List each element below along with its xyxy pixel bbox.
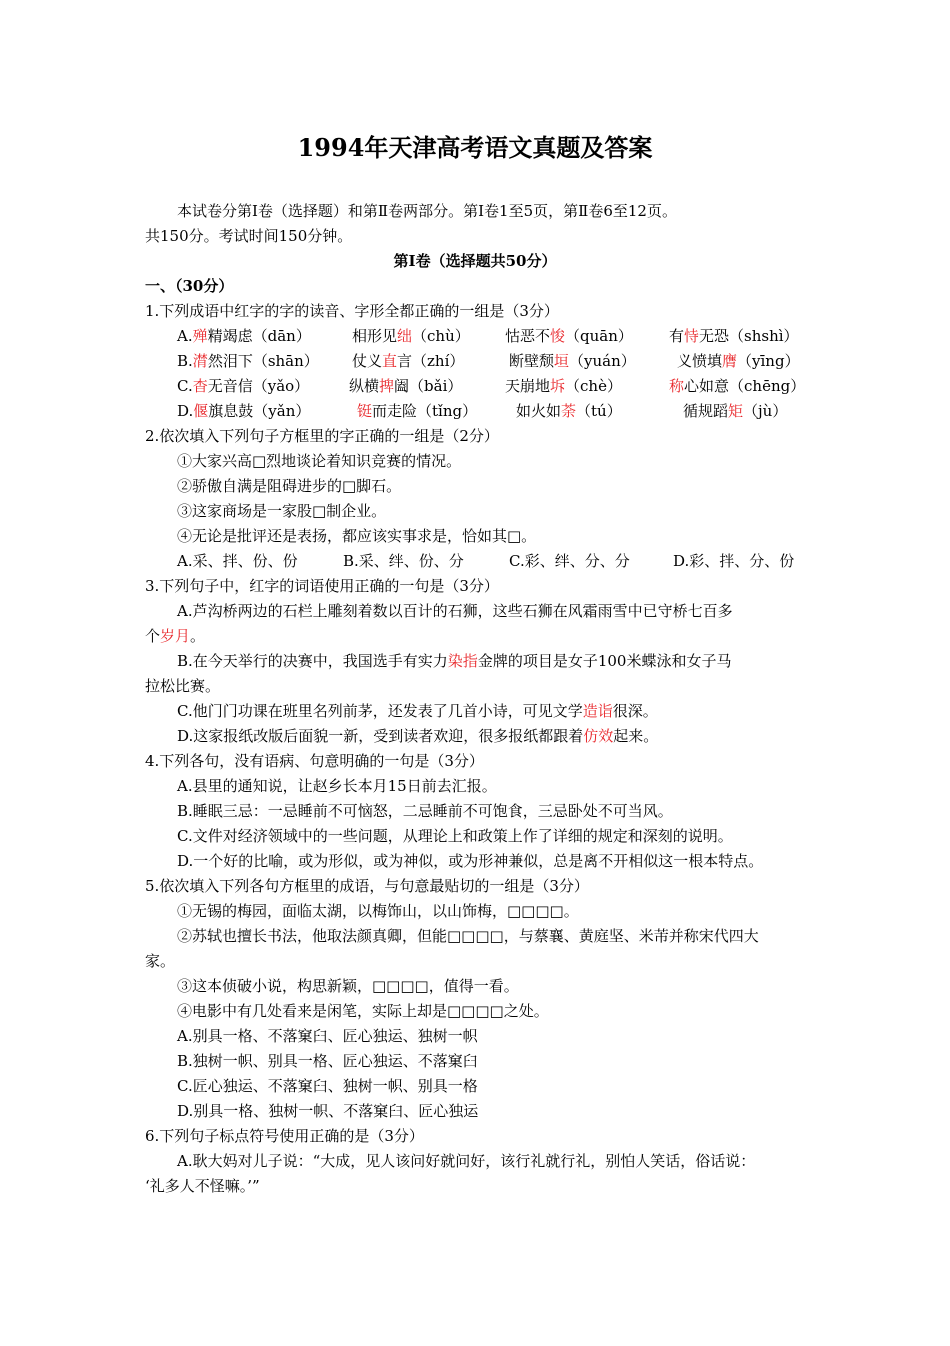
q2-item: ①大家兴高□烈地谈论着知识竞赛的情况。	[177, 452, 462, 470]
q4-stem: 4.下列各句，没有语病、句意明确的一句是（3分）	[145, 752, 484, 770]
q1-option-cell: 循规蹈矩（jù）	[683, 402, 788, 420]
q1-stem: 1.下列成语中红字的字的读音、字形全都正确的一组是（3分）	[145, 302, 559, 320]
q2-option: B.采、绊、份、分	[343, 552, 464, 570]
q3-option-b-line1: B.在今天举行的决赛中，我国选手有实力染指金牌的项目是女子100米蝶泳和女子马	[177, 652, 732, 670]
q6-stem: 6.下列句子标点符号使用正确的是（3分）	[145, 1127, 424, 1145]
q5-item: ④电影中有几处看来是闲笔，实际上却是□□□□之处。	[177, 1002, 549, 1020]
q5-item-continued: 家。	[145, 952, 176, 970]
q3-option-d: D.这家报纸改版后面貌一新，受到读者欢迎，很多报纸都跟着仿效起来。	[177, 727, 659, 745]
q2-stem: 2.依次填入下列句子方框里的字正确的一组是（2分）	[145, 427, 499, 445]
q1-option-cell: C.杳无音信（yǎo）	[177, 377, 310, 395]
q6-option-a-line1: A.耿大妈对儿子说：“大成，见人该问好就问好，该行礼就行礼，别怕人笑话，俗话说：	[177, 1152, 756, 1170]
q1-option-cell: 怙恶不悛（quān）	[505, 327, 633, 345]
q2-item: ④无论是批评还是表扬，都应该实事求是，恰如其□。	[177, 527, 537, 545]
q5-stem: 5.依次填入下列各句方框里的成语，与句意最贴切的一组是（3分）	[145, 877, 589, 895]
q1-option-cell: 断壁颓垣（yuán）	[509, 352, 636, 370]
q6-option-a-line2: ‘礼多人不怪嘛。’”	[145, 1177, 260, 1195]
q2-option: A.采、拌、份、份	[177, 552, 298, 570]
q2-option: D.彩、拌、分、份	[673, 552, 795, 570]
q1-option-cell: 天崩地坼（chè）	[505, 377, 622, 395]
q3-option-a-line2: 个岁月。	[145, 627, 206, 645]
intro-line-2: 共150分。考试时间150分钟。	[145, 227, 353, 245]
q1-option-cell: 纵横捭阖（bǎi）	[349, 377, 463, 395]
q1-option-cell: 铤而走险（tǐng）	[357, 402, 478, 420]
q3-stem: 3.下列句子中，红字的词语使用正确的一句是（3分）	[145, 577, 499, 595]
intro-line-1: 本试卷分第Ⅰ卷（选择题）和第Ⅱ卷两部分。第Ⅰ卷1至5页，第Ⅱ卷6至12页。	[177, 202, 677, 220]
q1-option-cell: 称心如意（chēng）	[669, 377, 806, 395]
q3-option-c: C.他门门功课在班里名列前茅，还发表了几首小诗，可见文学造诣很深。	[177, 702, 658, 720]
q2-item: ②骄傲自满是阻碍进步的□脚石。	[177, 477, 402, 495]
q1-option-cell: A.殚精竭虑（dān）	[177, 327, 311, 345]
q5-option: A.别具一格、不落窠臼、匠心独运、独树一帜	[177, 1027, 478, 1045]
q4-option: C.文件对经济领域中的一些问题，从理论上和政策上作了详细的规定和深刻的说明。	[177, 827, 733, 845]
q1-option-cell: B.潸然泪下（shān）	[177, 352, 319, 370]
q1-option-cell: 仗义直言（zhí）	[352, 352, 465, 370]
document-title: 1994年天津高考语文真题及答案	[297, 133, 653, 162]
section-heading: 第Ⅰ卷（选择题共50分）	[393, 252, 557, 270]
q1-option-cell: 义愤填膺（yīng）	[677, 352, 800, 370]
q4-option: D.一个好的比喻，或为形似，或为神似，或为形神兼似，总是离不开相似这一根本特点。	[177, 852, 764, 870]
q5-option: C.匠心独运、不落窠臼、独树一帜、别具一格	[177, 1077, 478, 1095]
q5-item: ②苏轼也擅长书法，他取法颜真卿，但能□□□□，与蔡襄、黄庭坚、米芾并称宋代四大	[177, 927, 759, 945]
q2-option: C.彩、绊、分、分	[509, 552, 630, 570]
q2-item: ③这家商场是一家股□制企业。	[177, 502, 387, 520]
q4-option: A.县里的通知说，让赵乡长本月15日前去汇报。	[177, 777, 497, 795]
part1-heading: 一、（30分）	[145, 277, 234, 295]
q1-option-cell: 如火如荼（tú）	[516, 402, 622, 420]
q1-option-cell: 相形见绌（chù）	[352, 327, 470, 345]
q1-option-cell: D.偃旗息鼓（yǎn）	[177, 402, 311, 420]
q5-item: ①无锡的梅园，面临太湖，以梅饰山，以山饰梅，□□□□。	[177, 902, 579, 920]
q3-option-b-line2: 拉松比赛。	[145, 677, 221, 695]
q1-option-cell: 有恃无恐（shshì）	[669, 327, 799, 345]
q5-option: D.别具一格、独树一帜、不落窠臼、匠心独运	[177, 1102, 479, 1120]
q5-item: ③这本侦破小说，构思新颖，□□□□，值得一看。	[177, 977, 519, 995]
q5-option: B.独树一帜、别具一格、匠心独运、不落窠臼	[177, 1052, 478, 1070]
q3-option-a-line1: A.芦沟桥两边的石栏上雕刻着数以百计的石狮，这些石狮在风霜雨雪中已守桥七百多	[177, 602, 733, 620]
q4-option: B.睡眠三忌：一忌睡前不可恼怒，二忌睡前不可饱食，三忌卧处不可当风。	[177, 802, 673, 820]
